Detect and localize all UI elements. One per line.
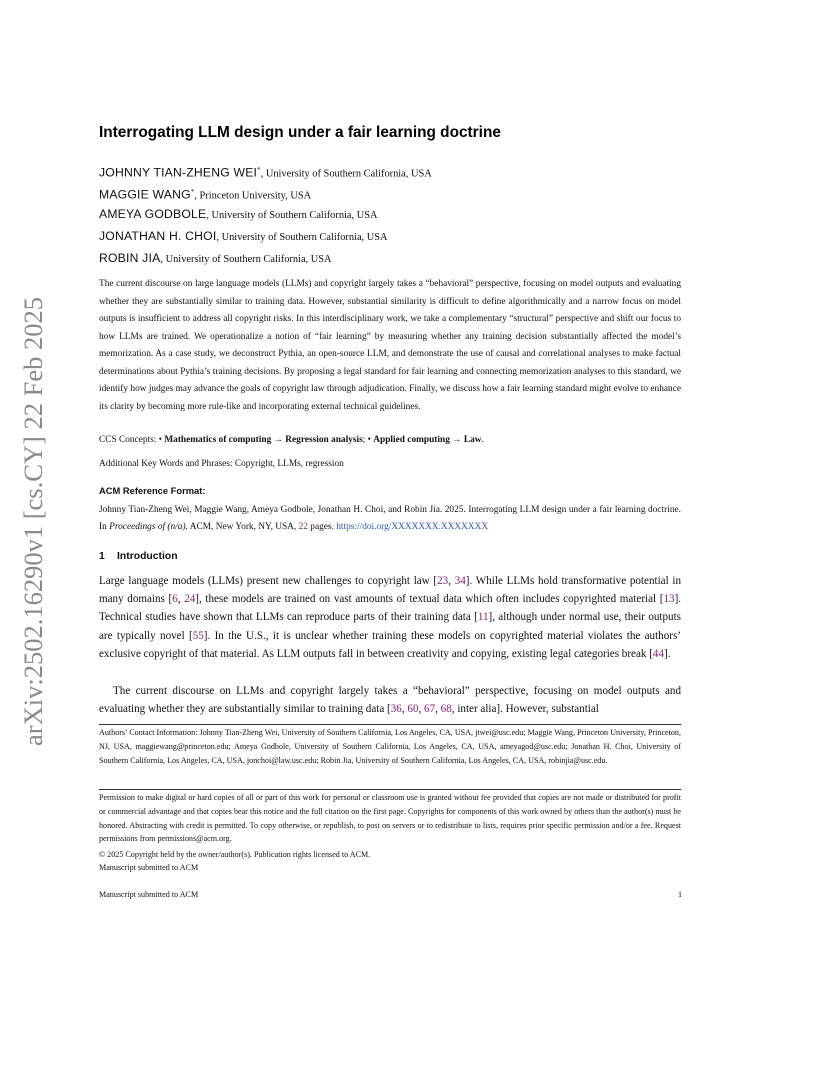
author-affiliation: , University of Southern California, USA xyxy=(206,210,378,221)
section-heading xyxy=(99,551,178,562)
abstract: The current discourse on large language models (LLMs) and copyright largely takes a “behavioral” perspective, focusing on model outputs and evaluating whether they are substantially similar to training data. However, substantial similarity is difficult to define algorithmically and a narrow focus on model outputs is insufficient to address all copyright risks. In this interdisciplinary work, we take a complementary “structural” perspective and shift our focus to how LLMs are trained. We operationalize a notion of “fair learning” by measuring whether any training decision substantially affected the model’s memorization. As a case study, we deconstruct Pythia, an open-source LLM, and demonstrate the use of causal and correlational analyses to make factual determinations about Pythia’s training decisions. By proposing a legal standard for fair learning and connecting memorization analyses to this standard, we identify how judges may advance the goals of copyright law through adjudication. Finally, we discuss how a fair learning standard might evolve to enhance its clarity by becoming more rule-like and incorporating external technical guidelines. xyxy=(99,279,681,412)
citation-link[interactable]: 55 xyxy=(192,629,204,642)
body-text: , xyxy=(435,703,441,716)
citation-link[interactable]: 68 xyxy=(440,703,452,716)
body-text: , xyxy=(177,593,185,606)
section-title: Introduction xyxy=(117,551,178,562)
author-affiliation: , University of Southern California, USA xyxy=(160,254,332,265)
body-text: The current discourse on LLMs and copyright largely takes a “behavioral” perspective, focusing on model outputs and evaluating whether they are substantially similar to training data [ xyxy=(99,685,681,716)
ccs-arrow: → xyxy=(449,435,464,445)
author-affiliation: , Princeton University, USA xyxy=(194,190,312,202)
author-name: AMEYA GODBOLE xyxy=(99,207,207,221)
author-entry xyxy=(99,159,432,181)
author-name: JOHNNY TIAN-ZHENG WEI xyxy=(99,165,258,180)
author-entry xyxy=(99,247,432,269)
citation-link[interactable]: 13 xyxy=(663,593,675,606)
citation-link[interactable]: 36 xyxy=(390,703,402,716)
ccs-subconcept: Law xyxy=(463,435,482,445)
ccs-prefix: CCS Concepts: • xyxy=(99,435,162,445)
author-affiliation: , University of Southern California, USA xyxy=(216,232,388,243)
body-text: , xyxy=(448,575,455,587)
section-number: 1 xyxy=(99,551,105,562)
footnote-rule xyxy=(99,724,681,725)
author-name: MAGGIE WANG xyxy=(99,187,191,202)
citation-link[interactable]: 6 xyxy=(172,593,178,606)
intro-paragraph xyxy=(99,572,681,663)
acm-reference-heading: ACM Reference Format: xyxy=(99,486,206,496)
body-text: ]. While LLMs hold transformative potential in many domains [ xyxy=(99,575,681,606)
author-entry xyxy=(99,225,432,247)
intro-paragraph xyxy=(99,682,681,718)
copyright-line: © 2025 Copyright held by the owner/author(s). Publication rights licensed to ACM. xyxy=(99,850,371,859)
ccs-concepts xyxy=(99,435,484,445)
body-text: , xyxy=(418,703,425,716)
permission-notice: Permission to make digital or hard copies of all or part of this work for personal or classroom use is granted without fee provided that copies are not made or distributed for profit or commercial advantage and that copies bear this notice and the full citation on the first page. Copyrights for components of this work owned by others than the author(s) must be honored. Abstracting with credit is permitted. To copy otherwise, or republish, to post on servers or to redistribute to lists, requires prior specific permission and/or a fee. Request permissions from permissions@acm.org. xyxy=(99,793,681,844)
ccs-arrow: → xyxy=(271,435,286,445)
body-text: ]. Technical studies have shown that LLMs can reproduce parts of their training data [ xyxy=(99,593,682,624)
ccs-subconcept: Regression analysis xyxy=(285,435,363,445)
acm-reference-text: Johnny Tian-Zheng Wei, Maggie Wang, Ameya Godbole, Jonathan H. Choi, and Robin Jia. 2025. Interrogating LLM design under a fair learning doctrine. In xyxy=(99,505,681,532)
body-text: , inter alia]. However, substantial xyxy=(451,703,599,716)
author-name: JONATHAN H. CHOI xyxy=(99,229,217,243)
body-text: ], these models are trained on vast amounts of textual data which often includes copyrighted material [ xyxy=(195,593,664,606)
page-footer-left: Manuscript submitted to ACM xyxy=(99,890,199,899)
author-name: ROBIN JIA xyxy=(99,251,161,265)
ccs-end: . xyxy=(481,435,484,445)
author-affiliation: , University of Southern California, USA xyxy=(260,168,432,180)
author-entry xyxy=(99,181,432,203)
additional-keywords: Additional Key Words and Phrases: Copyright, LLMs, regression xyxy=(99,459,344,469)
arxiv-identifier-stamp: arXiv:2502.16290v1 [cs.CY] 22 Feb 2025 xyxy=(18,297,48,747)
page-number: 1 xyxy=(677,890,682,899)
body-text: ]. In the U.S., it is unclear whether training these models on copyrighted material violates the authors’ exclusive copyright of that material. As LLM outputs fall in between creativity and copying, existing legal categories break [ xyxy=(99,629,681,660)
author-list xyxy=(99,159,432,269)
body-text: , xyxy=(401,703,408,716)
citation-link[interactable]: 24 xyxy=(184,593,196,606)
doi-link[interactable]: https://doi.org/XXXXXXX.XXXXXXX xyxy=(336,522,489,532)
equal-contribution-mark: * xyxy=(257,166,261,174)
author-contact-info: Authors’ Contact Information: Johnny Tian-Zheng Wei, University of Southern California, Los Angeles, CA, USA, jtwei@usc.edu; Maggie Wang, Princeton University, Princeton, NJ, USA, maggiewang@princeton.edu; Ameya Godbole, University of Southern California, Los Angeles, CA, USA, ameyagod@usc.edu; Jonathan H. Choi, University of Southern California, Los Angeles, CA, USA, jonchoi@law.usc.edu; Robin Jia, University of Southern California, Los Angeles, CA, USA, robinjia@usc.edu. xyxy=(99,728,681,765)
citation-link[interactable]: 67 xyxy=(424,703,436,716)
citation-link[interactable]: 11 xyxy=(477,611,489,624)
ccs-concept: Applied computing xyxy=(373,435,450,445)
body-text: Large language models (LLMs) present new challenges to copyright law [ xyxy=(99,575,438,587)
citation-link[interactable]: 44 xyxy=(652,647,664,660)
acm-reference xyxy=(99,502,681,536)
ccs-separator: ; • xyxy=(362,435,371,445)
page-count-link[interactable]: 22 xyxy=(298,522,308,532)
author-entry xyxy=(99,203,432,225)
permission-rule xyxy=(99,789,681,790)
equal-contribution-mark: * xyxy=(190,188,195,196)
body-text: ]. xyxy=(664,647,671,660)
manuscript-note: Manuscript submitted to ACM xyxy=(99,863,199,872)
ccs-concept: Mathematics of computing xyxy=(164,435,272,445)
citation-link[interactable]: 34 xyxy=(454,575,466,587)
acm-reference-text: ACM, New York, NY, USA, xyxy=(187,522,299,532)
citation-link[interactable]: 23 xyxy=(437,575,449,587)
body-text: ], although under normal use, their outputs are typically novel [ xyxy=(99,611,681,642)
acm-reference-text: pages. xyxy=(307,522,337,532)
acm-reference-venue: Proceedings of (n/a). xyxy=(109,522,188,532)
paper-title: Interrogating LLM design under a fair learning doctrine xyxy=(99,124,501,141)
citation-link[interactable]: 60 xyxy=(407,703,419,716)
